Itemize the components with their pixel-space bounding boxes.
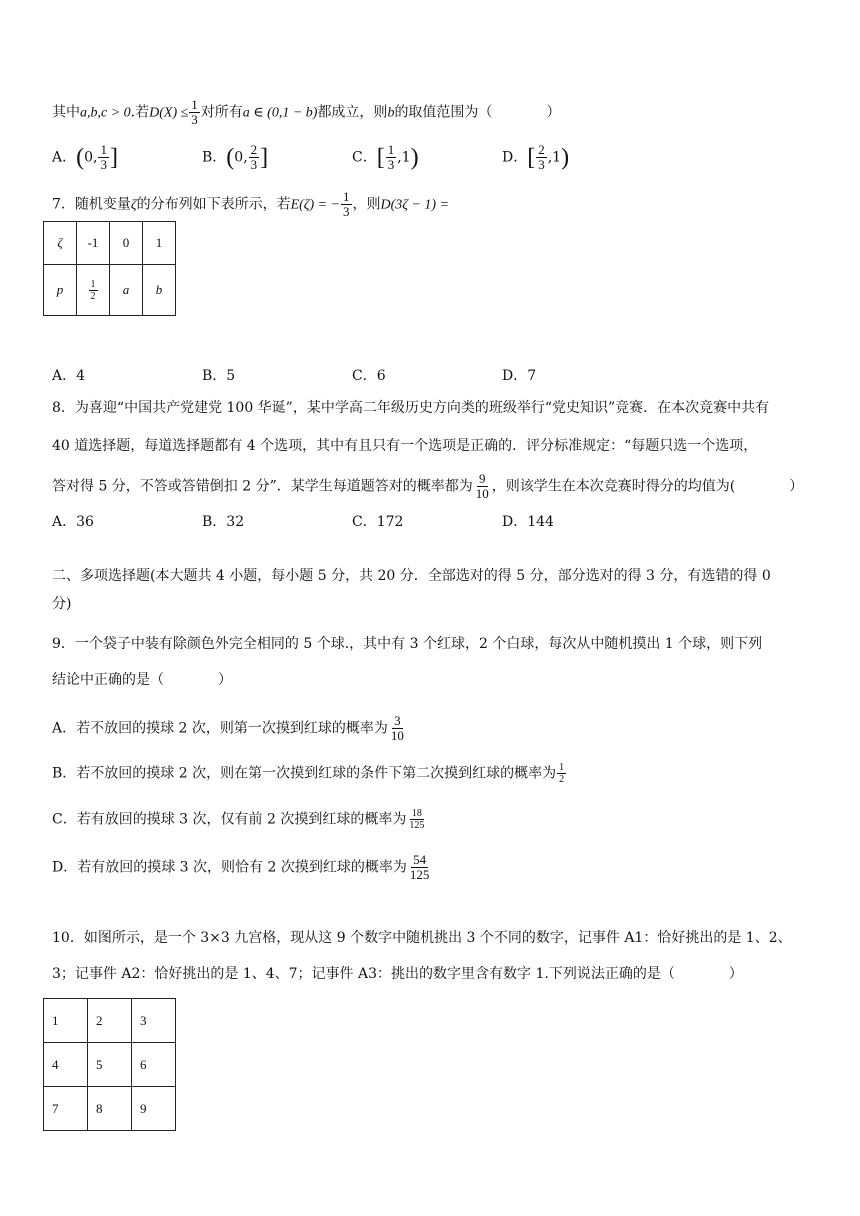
q6-stem: 其中a,b,c > 0.若D(X) ≤ $\frac{1}{3}$ 对所有a ∈ (0,1 − b)都成立，则b的取值范围为（ ）: [52, 97, 561, 127]
q10-line-1: 10．如图所示，是一个 3×3 九宫格，现从这 9 个数字中随机挑出 3 个不同的数字，记事件 A1：恰好挑出的是 1、2、: [52, 930, 792, 946]
table-cell: -1: [77, 222, 110, 265]
grid-cell: 8: [88, 1087, 132, 1131]
table-row: [44, 1043, 176, 1087]
grid-cell: 6: [132, 1043, 176, 1087]
q10-line-2: 3；记事件 A2：恰好挑出的是 1、4、7；记事件 A3：挑出的数字里含有数字 1.下列说法正确的是（ ）: [52, 966, 743, 982]
table-cell: $\frac{1}{2}$: [77, 265, 110, 316]
q6-option-a[interactable]: A．(0, $\frac{1}{3}$ ]: [52, 142, 118, 172]
table-row: [44, 999, 176, 1043]
grid-cell: 4: [44, 1043, 88, 1087]
q9-option-c[interactable]: C．若有放回的摸球 3 次，仅有前 2 次摸到红球的概率为 $\frac{18}{125}$: [52, 808, 425, 831]
q6-option-d[interactable]: D．[ $\frac{2}{3}$ ,1): [502, 142, 570, 172]
q9-line-2: 结论中正确的是（ ）: [52, 672, 232, 688]
grid-cell: 7: [44, 1087, 88, 1131]
table-cell: b: [143, 265, 176, 316]
table-row: [44, 222, 176, 265]
q9-option-d[interactable]: D．若有放回的摸球 3 次，则恰有 2 次摸到红球的概率为 $\frac{54}{125}$: [52, 852, 430, 882]
grid-cell: 3: [132, 999, 176, 1043]
grid-cell: 2: [88, 999, 132, 1043]
q6-option-c[interactable]: C．[ $\frac{1}{3}$ ,1): [352, 142, 419, 172]
q7-distribution-table: [43, 221, 176, 316]
q8-option-b[interactable]: B．32: [202, 514, 245, 530]
grid-cell: 5: [88, 1043, 132, 1087]
table-cell: ζ: [44, 222, 77, 265]
table-cell: 0: [110, 222, 143, 265]
grid-cell: 9: [132, 1087, 176, 1131]
q7-option-c[interactable]: C．6: [352, 368, 386, 384]
table-cell: a: [110, 265, 143, 316]
section-header-line-1: 二、多项选择题(本大题共 4 小题，每小题 5 分，共 20 分．全部选对的得 5 分，部分选对的得 3 分，有选错的得 0: [52, 568, 771, 584]
grid-cell: 1: [44, 999, 88, 1043]
q7-stem: 7．随机变量ζ的分布列如下表所示，若E(ζ) = − $\frac{1}{3}$ ，则D(3ζ − 1) =: [52, 189, 450, 219]
q9-option-a[interactable]: A．若不放回的摸球 2 次，则第一次摸到红球的概率为 $\frac{3}{10}$: [52, 713, 404, 743]
q8-option-c[interactable]: C．172: [352, 514, 404, 530]
table-cell: 1: [143, 222, 176, 265]
q7-option-a[interactable]: A．4: [52, 368, 86, 384]
q8-line-3: 答对得 5 分，不答或答错倒扣 2 分”．某学生每道题答对的概率都为 $\frac{9}{10}$ ，则该学生在本次竞赛时得分的均值为( ）: [52, 471, 804, 501]
table-row: [44, 1087, 176, 1131]
table-cell: p: [44, 265, 77, 316]
table-row: [44, 265, 176, 316]
q9-line-1: 9．一个袋子中装有除颜色外完全相同的 5 个球.，其中有 3 个红球，2 个白球，每次从中随机摸出 1 个球，则下列: [52, 636, 763, 652]
q8-option-d[interactable]: D．144: [502, 514, 554, 530]
section-header-line-2: 分): [52, 596, 72, 612]
q8-line-2: 40 道选择题，每道选择题都有 4 个选项，其中有且只有一个选项是正确的．评分标准规定：“每题只选一个选项，: [52, 438, 758, 454]
q7-option-b[interactable]: B．5: [202, 368, 236, 384]
q9-option-b[interactable]: B．若不放回的摸球 2 次，则在第一次摸到红球的条件下第二次摸到红球的概率为 $\frac{1}{2}$: [52, 762, 565, 785]
q8-option-a[interactable]: A．36: [52, 514, 94, 530]
q6-option-b[interactable]: B．(0, $\frac{2}{3}$ ]: [202, 142, 269, 172]
q10-nine-grid: [43, 998, 176, 1131]
q7-option-d[interactable]: D．7: [502, 368, 537, 384]
q8-line-1: 8．为喜迎“中国共产党建党 100 华诞”，某中学高二年级历史方向类的班级举行“党史知识”竞赛．在本次竞赛中共有: [52, 400, 770, 416]
